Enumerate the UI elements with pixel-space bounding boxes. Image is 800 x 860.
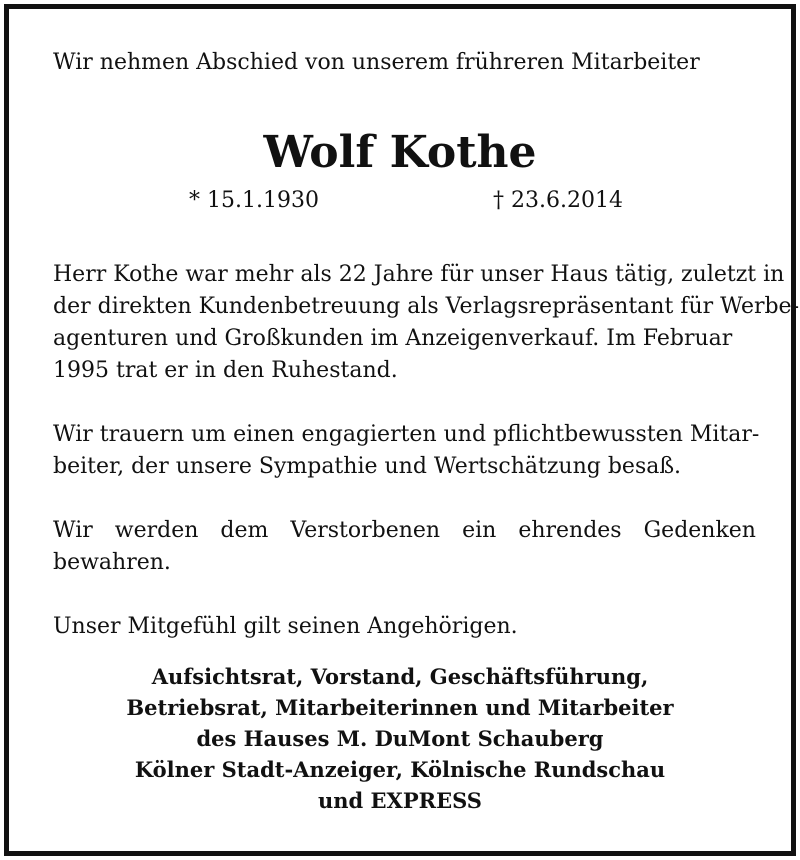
text-line: agenturen und Großkunden im Anzeigenverkauf. Im Februar	[53, 326, 733, 351]
justified-text-line	[53, 515, 756, 547]
obituary-notice	[4, 4, 800, 856]
paragraph-mourning	[53, 419, 760, 483]
obituary-body	[53, 259, 800, 675]
signature-line: Kölner Stadt-Anzeiger, Kölnische Rundschau	[134, 757, 666, 782]
paragraph-career	[53, 259, 800, 387]
word: ehrendes	[518, 518, 622, 543]
paragraph-condolence	[53, 611, 756, 643]
word: Verstorbenen	[290, 518, 441, 543]
signature-line: und EXPRESS	[318, 788, 482, 813]
text-line: 1995 trat er in den Ruhestand.	[53, 358, 398, 383]
text-line: Wir trauern um einen engagierten und pflichtbewussten Mitar-	[53, 422, 760, 447]
signature-block	[9, 661, 791, 816]
paragraph-remembrance	[53, 515, 756, 579]
word: ein	[462, 518, 497, 543]
word: werden	[114, 518, 199, 543]
word: Gedenken	[643, 518, 756, 543]
signature-line: des Hauses M. DuMont Schauberg	[196, 726, 604, 751]
signature-line: Aufsichtsrat, Vorstand, Geschäftsführung,	[151, 664, 649, 689]
text-line: der direkten Kundenbetreuung als Verlagsrepräsentant für Werbe-	[53, 294, 800, 319]
intro-line: Wir nehmen Abschied von unserem frühreren Mitarbeiter	[53, 50, 700, 75]
death-date: † 23.6.2014	[493, 188, 623, 213]
birth-date: * 15.1.1930	[189, 188, 319, 213]
text-line: bewahren.	[53, 550, 171, 575]
signature-line: Betriebsrat, Mitarbeiterinnen und Mitarbeiter	[126, 695, 674, 720]
text-line: Herr Kothe war mehr als 22 Jahre für unser Haus tätig, zuletzt in	[53, 262, 785, 287]
word: dem	[220, 518, 269, 543]
deceased-name: Wolf Kothe	[263, 127, 537, 178]
text-line: Unser Mitgefühl gilt seinen Angehörigen.	[53, 614, 518, 639]
word: Wir	[53, 518, 93, 543]
text-line: beiter, der unsere Sympathie und Wertschätzung besaß.	[53, 454, 682, 479]
